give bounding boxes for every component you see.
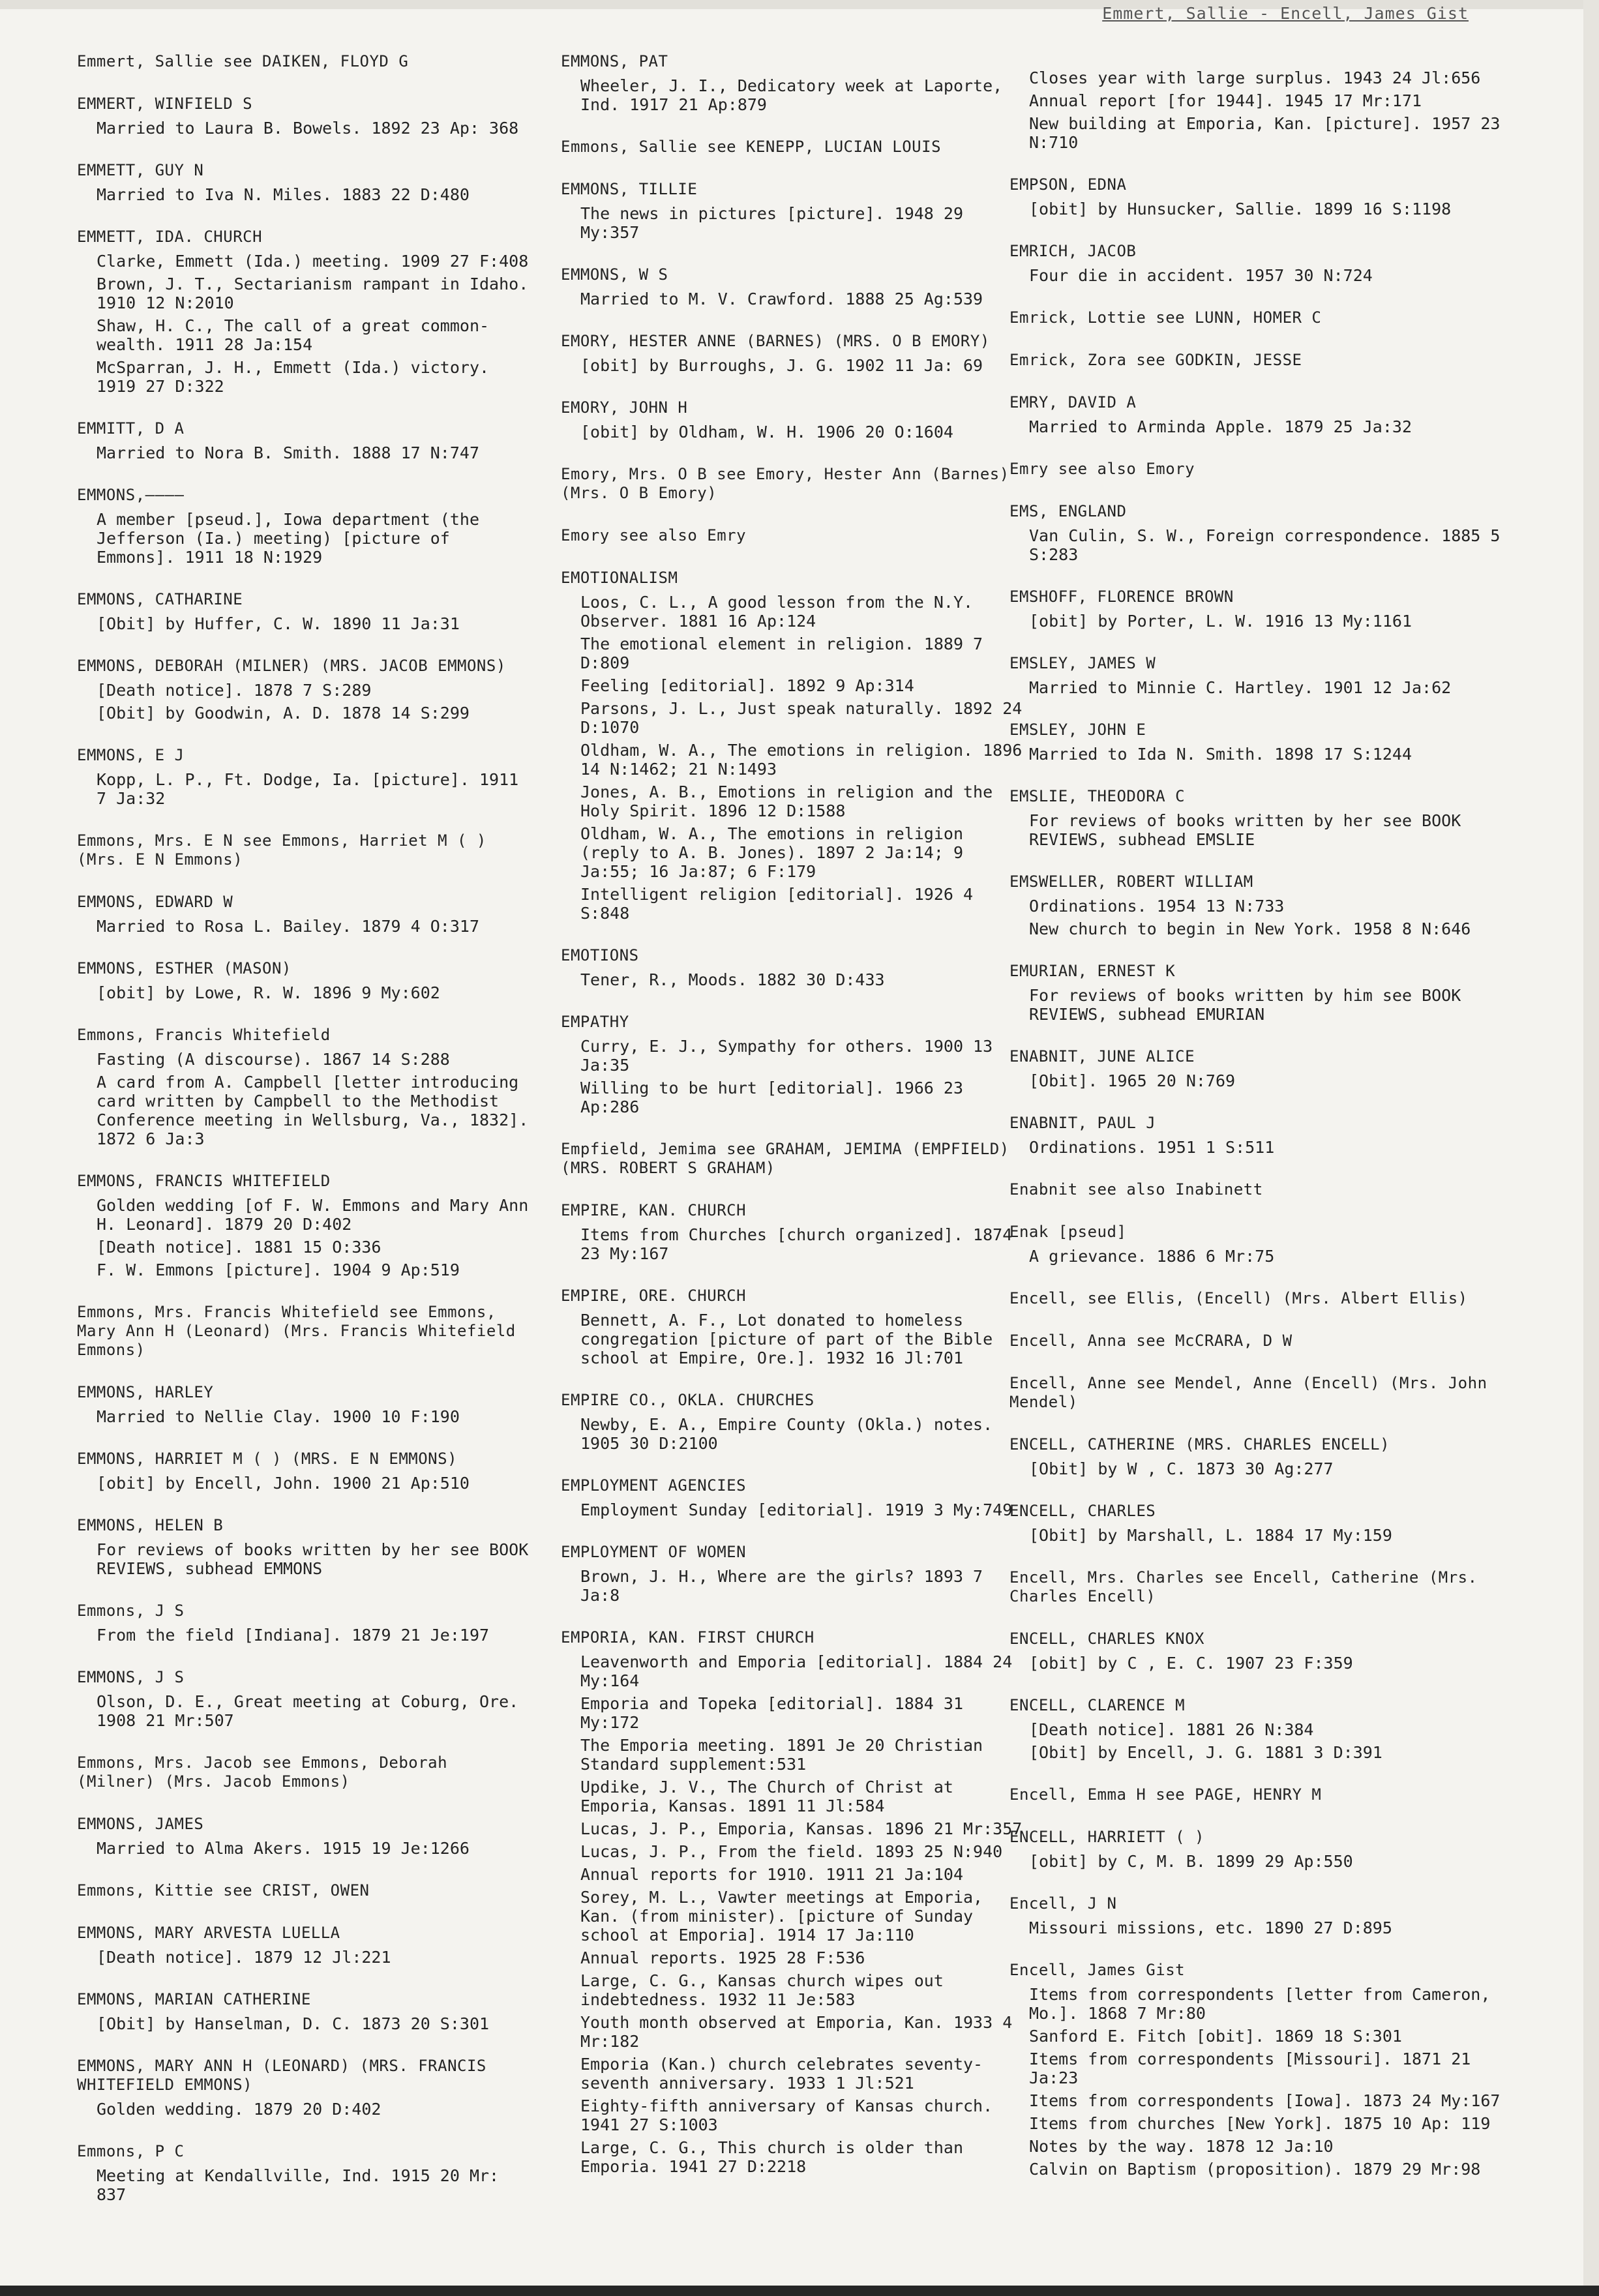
entry-reference: Ordinations. 1954 13 N:733 [1029,897,1285,916]
entry-reference: Items from correspondents [Iowa]. 1873 24 My:167 [1029,2091,1501,2110]
entry-heading: EMMONS, EDWARD W [77,893,233,911]
index-entry [561,465,1030,503]
index-entry [1009,1374,1518,1412]
page-bottom-edge [0,2286,1599,2296]
entry-reference: Married to Ida N. Smith. 1898 17 S:1244 [1029,745,1412,764]
entry-heading: Encell, see Ellis, (Encell) (Mrs. Albert Ellis) [1009,1289,1468,1307]
entry-heading: Emory, Mrs. O B see Emory, Hester Ann (Barnes) (Mrs. O B Emory) [561,465,1009,502]
entry-reference: Married to Nora B. Smith. 1888 17 N:747 [97,443,479,462]
entry-reference: Brown, J. H., Where are the girls? 1893 7 Ja:8 [580,1567,983,1605]
index-entry [1009,1630,1518,1673]
index-entry [77,746,533,808]
entry-heading: EMORY, HESTER ANNE (BARNES) (MRS. O B EMORY) [561,332,990,350]
index-entry [1009,787,1518,849]
entry-reference: New building at Emporia, Kan. [picture]. 1957 23 N:710 [1029,114,1501,152]
index-entry [561,265,1030,308]
entry-reference: [Death notice]. 1881 26 N:384 [1029,1720,1314,1739]
index-entry [561,569,1030,923]
entry-heading: EMPIRE, KAN. CHURCH [561,1201,747,1219]
entry-reference: [Obit] by Hanselman, D. C. 1873 20 S:301 [97,2014,490,2033]
entry-reference: [Death notice]. 1878 7 S:289 [97,681,372,700]
entry-heading: Emmons, Mrs. Jacob see Emmons, Deborah (Milner) (Mrs. Jacob Emmons) [77,1753,448,1791]
entry-reference: Loos, C. L., A good lesson from the N.Y. Observer. 1881 16 Ap:124 [580,593,974,631]
entry-reference: The emotional element in religion. 1889 7 D:809 [580,634,983,672]
index-entry [1009,351,1518,370]
entry-heading: EMOTIONS [561,946,639,964]
entry-reference: Intelligent religion [editorial]. 1926 4 S:848 [580,885,974,923]
entry-heading: EMMERT, WINFIELD S [77,95,253,113]
entry-reference: [Obit] by W , C. 1873 30 Ag:277 [1029,1459,1334,1478]
entry-reference: [obit] by C, M. B. 1899 29 Ap:550 [1029,1852,1353,1871]
index-entry [561,1543,1030,1605]
entry-heading: EMSLEY, JAMES W [1009,654,1156,672]
index-entry [1009,1828,1518,1871]
entry-reference: New church to begin in New York. 1958 8 N:646 [1029,919,1471,938]
entry-reference: Parsons, J. L., Just speak naturally. 1892 24 D:1070 [580,699,1023,737]
index-column-2 [561,52,1030,2199]
index-entry [1009,1332,1518,1350]
index-entry [77,1668,533,1730]
entry-reference: Meeting at Kendallville, Ind. 1915 20 Mr: 837 [97,2166,500,2204]
entry-heading: Encell, Mrs. Charles see Encell, Catherine (Mrs. Charles Encell) [1009,1568,1478,1605]
entry-reference: Oldham, W. A., The emotions in religion (reply to A. B. Jones). 1897 2 Ja:14; 9 Ja:55; 16 Ja:87; 6 F:179 [580,824,963,881]
entry-reference: [Death notice]. 1879 12 Jl:221 [97,1948,391,1967]
entry-heading: EMURIAN, ERNEST K [1009,962,1176,980]
entry-reference: [Obit] by Huffer, C. W. 1890 11 Ja:31 [97,614,460,633]
entry-heading: Emmons, Francis Whitefield [77,1026,331,1044]
index-entry [561,1628,1030,2176]
index-entry [1009,308,1518,327]
entry-heading: EMMONS, W S [561,265,668,284]
entry-heading: Emmert, Sallie see DAIKEN, FLOYD G [77,52,409,70]
index-entry [77,1602,533,1645]
entry-heading: EMMONS, JAMES [77,1815,204,1833]
entry-heading: ENABNIT, JUNE ALICE [1009,1047,1195,1066]
entry-reference: The Emporia meeting. 1891 Je 20 Christian Standard supplement:531 [580,1736,983,1774]
index-entry [1009,242,1518,285]
entry-reference: Notes by the way. 1878 12 Ja:10 [1029,2137,1334,2156]
entry-reference: Annual reports. 1925 28 F:536 [580,1948,865,1967]
running-head: Emmert, Sallie - Encell, James Gist [1102,4,1469,23]
entry-heading: EMPIRE, ORE. CHURCH [561,1287,747,1305]
entry-heading: ENCELL, CLARENCE M [1009,1696,1186,1714]
entry-reference: Married to Rosa L. Bailey. 1879 4 O:317 [97,917,479,936]
index-entry [77,2057,533,2119]
entry-heading: EMORY, JOHN H [561,398,688,417]
index-entry [561,1201,1030,1263]
index-entry [1009,1894,1518,1937]
entry-reference: Curry, E. J., Sympathy for others. 1900 13 Ja:35 [580,1037,993,1075]
index-entry [77,1303,533,1360]
entry-heading: Emmons, Sallie see KENEPP, LUCIAN LOUIS [561,138,942,156]
entry-heading: Encell, Anna see McCRARA, D W [1009,1332,1293,1350]
entry-reference: Calvin on Baptism (proposition). 1879 29 Mr:98 [1029,2160,1481,2179]
entry-reference: Willing to be hurt [editorial]. 1966 23 Ap:286 [580,1079,963,1116]
entry-reference: Kopp, L. P., Ft. Dodge, Ia. [picture]. 1911 7 Ja:32 [97,770,519,808]
entry-reference: [obit] by Hunsucker, Sallie. 1899 16 S:1198 [1029,200,1452,218]
entry-heading: ENCELL, CHARLES [1009,1502,1156,1520]
entry-reference: Newby, E. A., Empire County (Okla.) notes. 1905 30 D:2100 [580,1415,993,1453]
index-entry [1009,962,1518,1024]
index-entry [77,893,533,936]
entry-reference: Married to Arminda Apple. 1879 25 Ja:32 [1029,417,1412,436]
entry-heading: EMMONS, HARRIET M ( ) (MRS. E N EMMONS) [77,1450,458,1468]
index-entry [77,228,533,396]
index-entry [77,657,533,723]
index-entry [77,486,533,567]
entry-heading: Encell, Emma H see PAGE, HENRY M [1009,1785,1322,1804]
entry-reference: Married to Alma Akers. 1915 19 Je:1266 [97,1839,470,1858]
entry-heading: ENCELL, CHARLES KNOX [1009,1630,1204,1648]
index-entry [1009,654,1518,697]
entry-heading: EMPATHY [561,1013,629,1031]
index-entry [1009,1785,1518,1804]
index-entry [561,1287,1030,1367]
entry-heading: Emrick, Zora see GODKIN, JESSE [1009,351,1302,369]
index-entry [77,1450,533,1493]
index-entry [77,1815,533,1858]
entry-reference: [obit] by Encell, John. 1900 21 Ap:510 [97,1474,470,1493]
index-entry [561,138,1030,157]
index-entry [77,1881,533,1900]
entry-heading: Encell, J N [1009,1894,1117,1913]
entry-reference: Emporia (Kan.) church celebrates seventy-seventh anniversary. 1933 1 Jl:521 [580,2055,983,2093]
entry-heading: EMMONS, CATHARINE [77,590,243,608]
entry-reference: Employment Sunday [editorial]. 1919 3 My:749 [580,1500,1013,1519]
index-entry [77,831,533,869]
entry-reference: Married to Iva N. Miles. 1883 22 D:480 [97,185,470,204]
index-entry [561,946,1030,989]
entry-reference: Updike, J. V., The Church of Christ at Emporia, Kansas. 1891 11 Jl:584 [580,1778,953,1815]
index-entry [561,1013,1030,1116]
entry-reference: [Obit] by Marshall, L. 1884 17 My:159 [1029,1526,1392,1545]
index-entry [561,1476,1030,1519]
entry-heading: Emmons, Mrs. Francis Whitefield see Emmons, Mary Ann H (Leonard) (Mrs. Francis Whitefield Emmons) [77,1303,516,1359]
entry-heading: EMMETT, GUY N [77,161,204,179]
entry-reference: Sorey, M. L., Vawter meetings at Emporia, Kan. (from minister). [picture of Sunday school at Emporia]. 1914 17 Ja:110 [580,1888,983,1945]
index-entry [1009,1047,1518,1090]
entry-reference: For reviews of books written by her see BOOK REVIEWS, subhead EMSLIE [1029,811,1461,849]
entry-reference: [Obit]. 1965 20 N:769 [1029,1071,1236,1090]
entry-reference: A grievance. 1886 6 Mr:75 [1029,1247,1275,1266]
index-entry [77,1753,533,1791]
index-entry [561,398,1030,441]
entry-reference: [Obit] by Goodwin, A. D. 1878 14 S:299 [97,704,470,723]
entry-reference: Ordinations. 1951 1 S:511 [1029,1138,1275,1157]
index-entry [561,332,1030,375]
entry-reference: [obit] by Porter, L. W. 1916 13 My:1161 [1029,612,1412,631]
index-entry [1009,68,1518,152]
entry-heading: EMMONS, J S [77,1668,185,1686]
index-entry [77,1026,533,1148]
index-entry [1009,393,1518,436]
entry-reference: For reviews of books written by him see BOOK REVIEWS, subhead EMURIAN [1029,986,1461,1024]
entry-heading: ENCELL, HARRIETT ( ) [1009,1828,1204,1846]
entry-reference: Jones, A. B., Emotions in religion and the Holy Spirit. 1896 12 D:1588 [580,783,993,820]
index-entry [77,2142,533,2204]
entry-reference: The news in pictures [picture]. 1948 29 My:357 [580,204,963,242]
entry-heading: Emrick, Lottie see LUNN, HOMER C [1009,308,1322,327]
entry-reference: Lucas, J. P., From the field. 1893 25 N:940 [580,1842,1003,1861]
index-entry [77,1172,533,1279]
index-entry [77,1383,533,1426]
entry-reference: Items from Churches [church organized]. 1874 23 My:167 [580,1225,1013,1263]
index-entry [77,52,533,71]
entry-reference: [obit] by Lowe, R. W. 1896 9 My:602 [97,983,440,1002]
index-entry [77,1516,533,1578]
entry-reference: [obit] by Oldham, W. H. 1906 20 O:1604 [580,423,953,441]
entry-reference: Golden wedding. 1879 20 D:402 [97,2100,381,2119]
index-entry [561,1391,1030,1453]
entry-reference: Missouri missions, etc. 1890 27 D:895 [1029,1918,1392,1937]
entry-heading: ENABNIT, PAUL J [1009,1114,1156,1132]
index-entry [1009,1114,1518,1157]
entry-reference: Tener, R., Moods. 1882 30 D:433 [580,970,885,989]
entry-heading: EMMONS, MARIAN CATHERINE [77,1990,311,2008]
index-entry [77,95,533,138]
entry-heading: EMMITT, D A [77,419,185,438]
entry-heading: Encell, Anne see Mendel, Anne (Encell) (Mrs. John Mendel) [1009,1374,1487,1411]
index-column-3 [1009,68,1518,2202]
entry-heading: Emmons, Mrs. E N see Emmons, Harriet M ( ) (Mrs. E N Emmons) [77,831,486,869]
entry-reference: Bennett, A. F., Lot donated to homeless congregation [picture of part of the Bible school at Empire, Ore.]. 1932 16 Jl:701 [580,1311,993,1367]
entry-reference: Items from correspondents [Missouri]. 1871 21 Ja:23 [1029,2050,1471,2087]
entry-heading: EMSWELLER, ROBERT WILLIAM [1009,872,1253,891]
entry-heading: Emmons, P C [77,2142,185,2160]
entry-heading: EMMETT, IDA. CHURCH [77,228,263,246]
index-entry [77,1924,533,1967]
entry-reference: A member [pseud.], Iowa department (the Jefferson (Ia.) meeting) [picture of Emmons]. 1911 18 N:1929 [97,510,479,567]
entry-reference: Leavenworth and Emporia [editorial]. 1884 24 My:164 [580,1652,1013,1690]
entry-heading: Emry see also Emory [1009,460,1195,478]
entry-heading: EMMONS, TILLIE [561,180,698,198]
entry-heading: EMMONS, E J [77,746,185,764]
entry-reference: Eighty-fifth anniversary of Kansas church. 1941 27 S:1003 [580,2096,993,2134]
entry-heading: EMRY, DAVID A [1009,393,1137,411]
entry-heading: EMSHOFF, FLORENCE BROWN [1009,588,1234,606]
entry-reference: Youth month observed at Emporia, Kan. 1933 4 Mr:182 [580,2013,1013,2051]
entry-reference: Golden wedding [of F. W. Emmons and Mary Ann H. Leonard]. 1879 20 D:402 [97,1196,529,1234]
entry-reference: Large, C. G., This church is older than Emporia. 1941 27 D:2218 [580,2138,963,2176]
entry-heading: EMS, ENGLAND [1009,502,1127,520]
index-entry [77,1990,533,2033]
entry-heading: EMOTIONALISM [561,569,678,587]
index-entry [77,419,533,462]
index-entry [77,161,533,204]
entry-heading: ENCELL, CATHERINE (MRS. CHARLES ENCELL) [1009,1435,1390,1454]
index-entry [1009,1289,1518,1308]
entry-heading: EMMONS, DEBORAH (MILNER) (MRS. JACOB EMMONS) [77,657,506,675]
entry-heading: Emmons, J S [77,1602,185,1620]
index-entry [1009,872,1518,938]
index-entry [1009,502,1518,564]
entry-heading: EMSLEY, JOHN E [1009,721,1146,739]
entry-reference: Large, C. G., Kansas church wipes out indebtedness. 1932 11 Je:583 [580,1971,944,2009]
entry-reference: Married to M. V. Crawford. 1888 25 Ag:539 [580,290,983,308]
entry-reference: From the field [Indiana]. 1879 21 Je:197 [97,1626,490,1645]
index-entry [1009,721,1518,764]
page-right-edge [1583,0,1599,2296]
entry-reference: Van Culin, S. W., Foreign correspondence. 1885 5 S:283 [1029,526,1501,564]
entry-reference: Fasting (A discourse). 1867 14 S:288 [97,1050,450,1069]
entry-heading: EMMONS, MARY ANN H (LEONARD) (MRS. FRANCIS WHITEFIELD EMMONS) [77,2057,486,2094]
entry-reference: McSparran, J. H., Emmett (Ida.) victory. 1919 27 D:322 [97,358,490,396]
index-entry [1009,1223,1518,1266]
entry-heading: EMPSON, EDNA [1009,175,1127,194]
index-entry [561,180,1030,242]
index-entry [1009,175,1518,218]
index-entry [77,590,533,633]
index-entry [561,526,1030,545]
index-entry [1009,588,1518,631]
entry-heading: EMPORIA, KAN. FIRST CHURCH [561,1628,814,1647]
entry-reference: [Death notice]. 1881 15 O:336 [97,1238,381,1257]
index-entry [1009,1568,1518,1606]
entry-heading: EMMONS, ESTHER (MASON) [77,959,291,977]
entry-reference: Annual report [for 1944]. 1945 17 Mr:171 [1029,91,1422,110]
entry-reference: Items from correspondents [letter from Cameron, Mo.]. 1868 7 Mr:80 [1029,1985,1491,2023]
entry-reference: Closes year with large surplus. 1943 24 Jl:656 [1029,68,1481,87]
entry-reference: Items from churches [New York]. 1875 10 Ap: 119 [1029,2114,1491,2133]
entry-reference: Married to Minnie C. Hartley. 1901 12 Ja:62 [1029,678,1452,697]
entry-heading: Enak [pseud] [1009,1223,1127,1241]
entry-reference: Brown, J. T., Sectarianism rampant in Idaho. 1910 12 N:2010 [97,275,529,312]
entry-heading: EMMONS,———— [77,486,185,504]
entry-reference: Shaw, H. C., The call of a great common-wealth. 1911 28 Ja:154 [97,316,490,354]
entry-heading: EMMONS, FRANCIS WHITEFIELD [77,1172,331,1190]
entry-reference: Four die in accident. 1957 30 N:724 [1029,266,1373,285]
entry-heading: Emmons, Kittie see CRIST, OWEN [77,1881,370,1900]
entry-heading: EMSLIE, THEODORA C [1009,787,1186,805]
index-entry [1009,460,1518,479]
index-entry [1009,1696,1518,1762]
entry-reference: Feeling [editorial]. 1892 9 Ap:314 [580,676,914,695]
entry-reference: Emporia and Topeka [editorial]. 1884 31 My:172 [580,1694,963,1732]
entry-reference: For reviews of books written by her see BOOK REVIEWS, subhead EMMONS [97,1540,529,1578]
entry-heading: EMMONS, PAT [561,52,668,70]
entry-reference: Clarke, Emmett (Ida.) meeting. 1909 27 F:408 [97,252,529,271]
index-entry [1009,1180,1518,1199]
entry-reference: [obit] by C , E. C. 1907 23 F:359 [1029,1654,1353,1673]
entry-reference: Married to Nellie Clay. 1900 10 F:190 [97,1407,460,1426]
entry-reference: Wheeler, J. I., Dedicatory week at Laporte, Ind. 1917 21 Ap:879 [580,76,1003,114]
index-entry [1009,1502,1518,1545]
entry-heading: EMMONS, HARLEY [77,1383,214,1401]
entry-heading: EMRICH, JACOB [1009,242,1137,260]
entry-heading: EMPIRE CO., OKLA. CHURCHES [561,1391,814,1409]
entry-reference: Sanford E. Fitch [obit]. 1869 18 S:301 [1029,2027,1402,2046]
entry-reference: A card from A. Campbell [letter introducing card written by Campbell to the Methodist Conference meeting in Wellsburg, Va., 1832]. 1872 6 Ja:3 [97,1073,529,1148]
entry-heading: Emory see also Emry [561,526,747,544]
entry-heading: EMPLOYMENT OF WOMEN [561,1543,747,1561]
entry-reference: Lucas, J. P., Emporia, Kansas. 1896 21 Mr:357 [580,1819,1023,1838]
entry-reference: Annual reports for 1910. 1911 21 Ja:104 [580,1865,963,1884]
entry-reference: Oldham, W. A., The emotions in religion. 1896 14 N:1462; 21 N:1493 [580,741,1023,779]
index-entry [561,1140,1030,1178]
entry-heading: EMMONS, HELEN B [77,1516,224,1534]
entry-heading: Empfield, Jemima see GRAHAM, JEMIMA (EMPFIELD) (MRS. ROBERT S GRAHAM) [561,1140,1009,1177]
entry-reference: F. W. Emmons [picture]. 1904 9 Ap:519 [97,1260,460,1279]
entry-reference: [Obit] by Encell, J. G. 1881 3 D:391 [1029,1743,1382,1762]
index-entry [77,959,533,1002]
index-entry [1009,1961,1518,2179]
entry-reference: [obit] by Burroughs, J. G. 1902 11 Ja: 69 [580,356,983,375]
entry-reference: Olson, D. E., Great meeting at Coburg, Ore. 1908 21 Mr:507 [97,1692,519,1730]
entry-heading: EMMONS, MARY ARVESTA LUELLA [77,1924,340,1942]
index-column-1 [77,52,533,2228]
entry-heading: EMPLOYMENT AGENCIES [561,1476,747,1495]
entry-reference: Married to Laura B. Bowels. 1892 23 Ap: 368 [97,119,519,138]
entry-heading: Encell, James Gist [1009,1961,1186,1979]
index-entry [561,52,1030,114]
index-entry [1009,1435,1518,1478]
entry-heading: Enabnit see also Inabinett [1009,1180,1263,1199]
